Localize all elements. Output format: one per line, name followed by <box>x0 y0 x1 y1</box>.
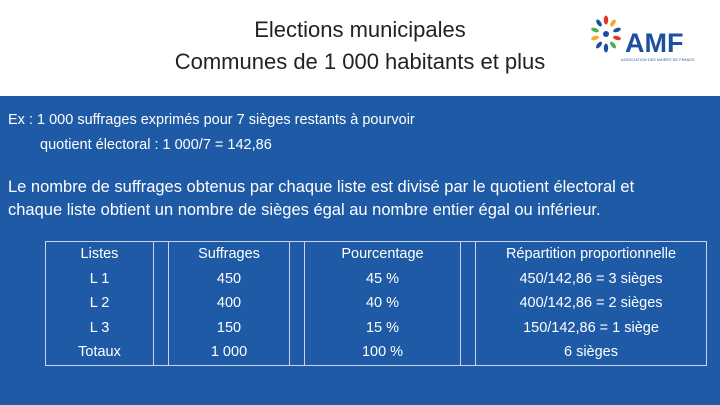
slide-header <box>0 0 720 92</box>
cell-repartition: 450/142,86 = 3 sièges <box>476 267 707 292</box>
cell-pourcentage: 40 % <box>305 291 461 316</box>
cell-suffrages: 400 <box>169 291 290 316</box>
table-row <box>46 267 707 292</box>
cell-pourcentage: 45 % <box>305 267 461 292</box>
cell-repartition: 150/142,86 = 1 siège <box>476 316 707 341</box>
table-total-row <box>46 340 707 365</box>
example-line-2: quotient électoral : 1 000/7 = 142,86 <box>40 137 272 153</box>
cell-liste: L 3 <box>46 316 154 341</box>
table-header-row <box>46 242 707 267</box>
cell-liste: L 2 <box>46 291 154 316</box>
header-suffrages: Suffrages <box>169 242 290 267</box>
svg-text:AMF: AMF <box>625 28 684 58</box>
cell-liste: L 1 <box>46 267 154 292</box>
table-row <box>46 291 707 316</box>
table-row <box>46 316 707 341</box>
cell-totaux-label: Totaux <box>46 340 154 365</box>
cell-suffrages: 150 <box>169 316 290 341</box>
explanation-paragraph <box>8 176 718 222</box>
amf-logo <box>588 14 710 72</box>
content-panel <box>0 96 720 405</box>
cell-total-suffrages: 1 000 <box>169 340 290 365</box>
cell-total-sieges: 6 sièges <box>476 340 707 365</box>
header-pourcentage: Pourcentage <box>305 242 461 267</box>
header-repartition: Répartition proportionnelle <box>476 242 707 267</box>
cell-suffrages: 450 <box>169 267 290 292</box>
cell-repartition: 400/142,86 = 2 sièges <box>476 291 707 316</box>
amf-logo-icon <box>588 14 710 72</box>
example-line-1: Ex : 1 000 suffrages exprimés pour 7 sièges restants à pourvoir <box>8 112 415 128</box>
cell-pourcentage: 15 % <box>305 316 461 341</box>
cell-total-pourcentage: 100 % <box>305 340 461 365</box>
header-listes: Listes <box>46 242 154 267</box>
paragraph-line-1: Le nombre de suffrages obtenus par chaque liste est divisé par le quotient électoral et <box>8 178 635 196</box>
title-line-1: Elections municipales <box>254 17 466 42</box>
title-line-2: Communes de 1 000 habitants et plus <box>174 49 546 74</box>
seat-distribution-table <box>45 241 707 366</box>
paragraph-line-2: chaque liste obtient un nombre de sièges égal au nombre entier égal ou inférieur. <box>8 201 601 219</box>
logo-tagline: ASSOCIATION DES MAIRES DE FRANCE <box>621 58 695 62</box>
